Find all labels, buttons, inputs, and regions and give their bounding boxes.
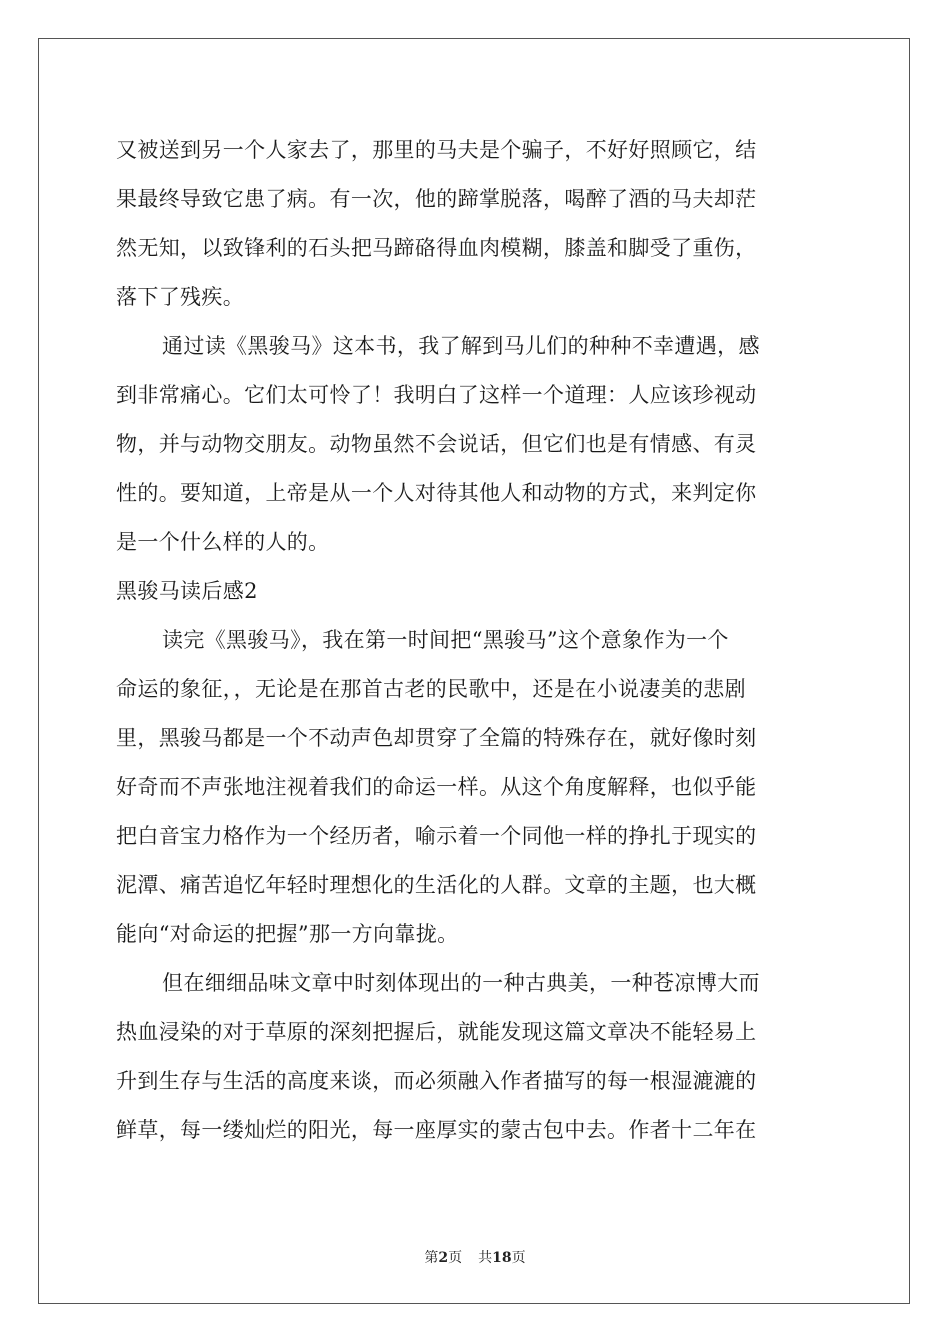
page-label-prefix: 第 — [424, 1250, 439, 1266]
section-heading — [116, 567, 836, 616]
text-line: 然无知，以致锋利的石头把马蹄硌得血肉模糊，膝盖和脚受了重伤， — [116, 236, 757, 260]
text-line: 升到生存与生活的高度来谈，而必须融入作者描写的每一根湿漉漉的 — [116, 1069, 757, 1093]
text-line: 但在细细品味文章中时刻体现出的一种古典美，一种苍凉博大而 — [162, 971, 760, 995]
text-line: 通过读《黑骏马》这本书，我了解到马儿们的种种不幸遭遇，感 — [162, 334, 760, 358]
paragraph — [116, 126, 836, 322]
text-line: 把白音宝力格作为一个经历者，喻示着一个同他一样的挣扎于现实的 — [116, 824, 757, 848]
document-body — [116, 126, 836, 1155]
text-line: 命运的象征，，无论是在那首古老的民歌中，还是在小说凄美的悲剧 — [116, 677, 746, 701]
text-line: 泥潭、痛苦追忆年轻时理想化的生活化的人群。文章的主题，也大概 — [116, 873, 757, 897]
current-page-number: 2 — [438, 1250, 449, 1266]
total-label-prefix: 共 — [478, 1250, 493, 1266]
text-line: 里，黑骏马都是一个不动声色却贯穿了全篇的特殊存在，就好像时刻 — [116, 726, 757, 750]
page-footer — [0, 1247, 950, 1267]
page-label-suffix: 页 — [448, 1250, 463, 1266]
text-line: 果最终导致它患了病。有一次，他的蹄掌脱落，喝醉了酒的马夫却茫 — [116, 187, 757, 211]
paragraph — [116, 322, 836, 567]
paragraph — [116, 616, 836, 959]
text-line: 读完《黑骏马》，我在第一时间把“黑骏马”这个意象作为一个 — [162, 628, 729, 652]
text-line: 落下了残疾。 — [116, 285, 245, 309]
text-line: 好奇而不声张地注视着我们的命运一样。从这个角度解释，也似乎能 — [116, 775, 757, 799]
text-line: 鲜草，每一缕灿烂的阳光，每一座厚实的蒙古包中去。作者十二年在 — [116, 1118, 757, 1142]
total-label-suffix: 页 — [511, 1250, 526, 1266]
text-line: 性的。要知道，上帝是从一个人对待其他人和动物的方式，来判定你 — [116, 481, 757, 505]
text-line: 又被送到另一个人家去了，那里的马夫是个骗子，不好好照顾它，结 — [116, 138, 757, 162]
text-line: 能向“对命运的把握”那一方向靠拢。 — [116, 922, 459, 946]
text-line: 热血浸染的对于草原的深刻把握后，就能发现这篇文章决不能轻易上 — [116, 1020, 757, 1044]
text-line: 物，并与动物交朋友。动物虽然不会说话，但它们也是有情感、有灵 — [116, 432, 757, 456]
paragraph — [116, 959, 836, 1155]
text-line: 是一个什么样的人的。 — [116, 530, 330, 554]
heading-text: 黑骏马读后感2 — [116, 579, 258, 603]
text-line: 到非常痛心。它们太可怜了！我明白了这样一个道理：人应该珍视动 — [116, 383, 757, 407]
total-page-count: 18 — [492, 1250, 512, 1266]
